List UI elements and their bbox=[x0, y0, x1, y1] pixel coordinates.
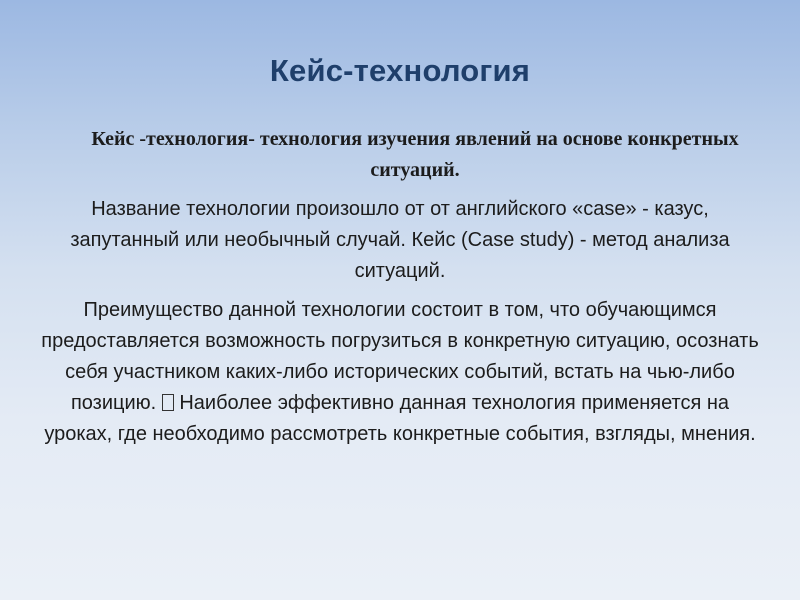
advantage-text: Преимущество данной технологии состоит в том, что обучающимся предоставляется возможность погрузиться в конкретную ситуацию, осознать себя участником каких-либо исторических событий, встать на чью-либо позицию. bbox=[41, 299, 759, 414]
effectiveness-text: Наиболее эффективно данная технология применяется на уроках, где необходимо рассмотреть конкретные события, взгляды, мнения. bbox=[44, 392, 756, 445]
slide-title: Кейс-технология bbox=[269, 53, 531, 88]
definition-paragraph: Кейс -технология- технология изучения явлений на основе конкретных ситуаций. bbox=[91, 128, 739, 181]
origin-paragraph: Название технологии произошло от от английского «case» - казус, запутанный или необычный случай. Кейс (Case study) - метод анализа ситуаций. bbox=[70, 198, 730, 282]
slide-body bbox=[40, 124, 760, 458]
missing-glyph-icon bbox=[162, 394, 174, 411]
advantage-paragraph bbox=[40, 295, 760, 450]
